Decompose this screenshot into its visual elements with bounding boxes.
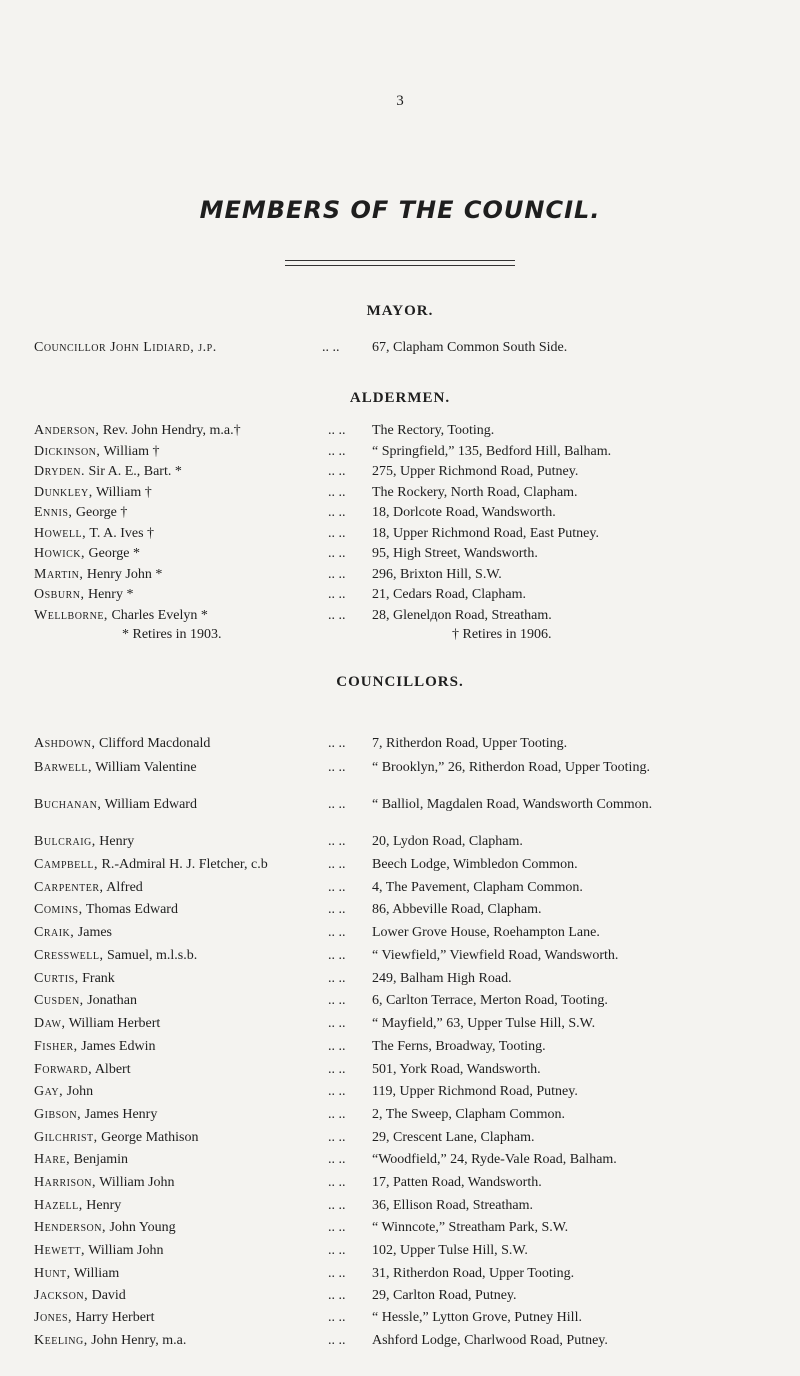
member-name [34, 1016, 160, 1032]
member-address: 17, Patten Road, Wandsworth. [372, 1175, 542, 1190]
member-forenames: David [91, 1288, 126, 1303]
member-address: 18, Dorlcote Road, Wandsworth. [372, 505, 556, 520]
member-forenames: Alfred [106, 880, 143, 895]
member-forenames: William John [99, 1175, 175, 1190]
member-name [34, 587, 133, 603]
member-name [34, 857, 268, 873]
member-name [34, 971, 115, 987]
leader-dots: .. .. [328, 797, 346, 812]
member-surname: Howick, [34, 546, 85, 561]
member-surname: Cusden, [34, 993, 84, 1008]
member-forenames: Clifford Macdonald [99, 736, 211, 751]
leader-dots: .. .. [328, 1198, 346, 1213]
member-name [34, 1198, 121, 1214]
leader-dots: .. .. [328, 505, 346, 520]
mayor-heading: MAYOR. [366, 303, 434, 319]
member-forenames: George † [75, 505, 128, 520]
page-title: MEMBERS OF THE COUNCIL. [199, 196, 601, 224]
member-name [34, 1130, 198, 1146]
member-surname: Hare, [34, 1152, 71, 1167]
leader-dots: .. .. [328, 993, 346, 1008]
member-name [34, 1062, 131, 1078]
page-number: 3 [396, 93, 404, 109]
member-forenames: James [77, 925, 112, 940]
member-surname: Comins, [34, 902, 83, 917]
member-name [34, 567, 162, 583]
member-surname: Forward, [34, 1062, 93, 1077]
leader-dots: .. .. [328, 607, 346, 623]
member-address: 36, Ellison Road, Streatham. [372, 1198, 533, 1213]
note-retires-1903: * Retires in 1903. [122, 627, 222, 642]
member-address: 31, Ritherdon Road, Upper Tooting. [372, 1266, 575, 1281]
leader-dots: .. .. [328, 1266, 346, 1281]
member-address: 2, The Sweep, Clapham Common. [372, 1107, 565, 1122]
member-surname: Campbell, [34, 857, 99, 872]
member-forenames: T. A. Ives † [89, 525, 155, 541]
aldermen-heading: ALDERMEN. [349, 390, 451, 406]
member-surname: Craik, [34, 925, 75, 940]
member-address: Lower Grove House, Roehampton Lane. [372, 925, 600, 940]
member-address: “ Hessle,” Lytton Grove, Putney Hill. [372, 1310, 582, 1325]
member-name [34, 1152, 128, 1168]
member-forenames: Thomas Edward [85, 902, 178, 917]
member-name [34, 760, 197, 776]
leader-dots: .. .. [328, 1310, 346, 1325]
member-surname: Anderson, [34, 423, 100, 438]
note-retires-1906: † Retires in 1906. [452, 627, 552, 642]
member-address: 249, Balham High Road. [372, 971, 512, 986]
member-address: “ Viewfield,” Viewfield Road, Wandsworth. [372, 948, 619, 963]
member-address: 275, Upper Richmond Road, Putney. [372, 464, 579, 479]
member-address: 6, Carlton Terrace, Merton Road, Tooting. [372, 993, 608, 1008]
leader-dots: .. .. [328, 1152, 346, 1167]
member-forenames: Jonathan [87, 993, 137, 1008]
leader-dots: .. .. [328, 925, 346, 940]
leader-dots: .. .. [328, 880, 346, 895]
member-surname: Barwell, [34, 760, 92, 775]
leader-dots: .. .. [328, 1175, 346, 1190]
leader-dots: .. .. [328, 760, 346, 775]
member-address: Beech Lodge, Wimbledon Common. [372, 857, 578, 872]
member-name [34, 1243, 164, 1259]
member-name [34, 464, 182, 480]
member-name [34, 1039, 155, 1055]
member-forenames: William Edward [104, 797, 197, 812]
leader-dots: .. .. [328, 1130, 346, 1145]
leader-dots: .. .. [328, 587, 346, 602]
member-name [34, 880, 143, 896]
leader-dots: .. .. [328, 1288, 346, 1303]
member-forenames: Sir A. E., Bart. * [88, 464, 182, 479]
member-surname: Jackson, [34, 1288, 89, 1303]
member-name [34, 1107, 157, 1123]
member-name [34, 1084, 93, 1100]
member-name [34, 546, 140, 562]
member-name [34, 834, 134, 850]
member-address: 4, The Pavement, Clapham Common. [372, 880, 583, 895]
member-forenames: John [66, 1084, 94, 1099]
member-name [34, 505, 127, 521]
member-address: 95, High Street, Wandsworth. [372, 546, 538, 561]
member-forenames: Harry Herbert [75, 1310, 155, 1325]
member-forenames: Charles Evelyn * [111, 607, 208, 623]
leader-dots: .. .. [328, 1243, 346, 1258]
member-surname: Harrison, [34, 1175, 97, 1190]
member-surname: Gilchrist, [34, 1130, 98, 1145]
member-forenames: Henry John * [86, 566, 163, 582]
member-address: “ Mayfield,” 63, Upper Tulse Hill, S.W. [372, 1016, 596, 1031]
member-surname: Gibson, [34, 1107, 82, 1122]
member-surname: Howell, [34, 525, 87, 541]
member-name [34, 1333, 186, 1349]
member-name [34, 993, 137, 1009]
leader-dots: .. .. [328, 1084, 346, 1099]
mayor-name: Councillor John Lidiard, j.p. [34, 340, 217, 355]
member-name [34, 797, 197, 813]
leader-dots: .. .. [328, 834, 346, 849]
member-address: Ashford Lodge, Charlwood Road, Putney. [372, 1333, 608, 1348]
leader-dots: .. .. [328, 423, 346, 438]
member-address: The Rectory, Tooting. [372, 423, 495, 438]
member-name [34, 608, 208, 624]
mayor-address: 67, Clapham Common South Side. [372, 340, 568, 355]
member-name [34, 1266, 119, 1282]
member-name [34, 1220, 176, 1236]
member-forenames: James Edwin [81, 1039, 156, 1054]
member-forenames: James Henry [84, 1107, 158, 1122]
member-forenames: R.-Admiral H. J. Fletcher, c.b [101, 857, 268, 872]
member-address: 119, Upper Richmond Road, Putney. [372, 1084, 578, 1099]
leader-dots: .. .. [328, 484, 346, 500]
member-forenames: George * [88, 546, 140, 561]
member-name [34, 736, 210, 752]
member-forenames: Samuel, m.l.s.b. [107, 948, 198, 963]
member-address: 18, Upper Richmond Road, East Putney. [372, 525, 599, 541]
member-forenames: William John [88, 1243, 164, 1258]
member-name [34, 1175, 175, 1191]
leader-dots: .. .. [322, 340, 340, 355]
member-address: 28, Glenelдon Road, Streatham. [372, 607, 552, 623]
member-surname: Daw, [34, 1016, 66, 1031]
member-address: The Rockery, North Road, Clapham. [372, 484, 578, 500]
member-surname: Hazell, [34, 1198, 83, 1213]
member-surname: Dickinson, [34, 443, 101, 459]
member-address: “ Brooklyn,” 26, Ritherdon Road, Upper Tooting. [372, 760, 650, 775]
leader-dots: .. .. [328, 857, 346, 872]
member-address: 21, Cedars Road, Clapham. [372, 587, 526, 602]
member-name [34, 1310, 154, 1326]
member-name [34, 526, 154, 542]
member-address: 102, Upper Tulse Hill, S.W. [372, 1243, 528, 1258]
member-name [34, 423, 241, 439]
member-surname: Fisher, [34, 1039, 78, 1054]
member-address: “ Springfield,” 135, Bedford Hill, Balham. [372, 443, 612, 459]
member-address: 7, Ritherdon Road, Upper Tooting. [372, 736, 568, 751]
member-forenames: Albert [94, 1062, 131, 1077]
member-address: The Ferns, Broadway, Tooting. [372, 1039, 546, 1054]
member-address: 29, Carlton Road, Putney. [372, 1288, 517, 1303]
member-address: “ Balliol, Magdalen Road, Wandsworth Common. [372, 797, 653, 812]
leader-dots: .. .. [328, 464, 346, 479]
leader-dots: .. .. [328, 1039, 346, 1054]
member-surname: Ashdown, [34, 736, 96, 751]
member-name [34, 902, 178, 918]
member-forenames: Henry [86, 1198, 122, 1213]
member-address: 29, Crescent Lane, Clapham. [372, 1130, 535, 1145]
member-forenames: John Henry, m.a. [91, 1333, 187, 1348]
member-forenames: Benjamin [73, 1152, 129, 1167]
leader-dots: .. .. [328, 902, 346, 917]
leader-dots: .. .. [328, 736, 346, 751]
member-name [34, 444, 159, 460]
member-address: 296, Brixton Hill, S.W. [372, 566, 502, 582]
leader-dots: .. .. [328, 1016, 346, 1031]
member-forenames: George Mathison [101, 1130, 199, 1145]
leader-dots: .. .. [328, 1062, 346, 1077]
member-surname: Hewett, [34, 1243, 85, 1258]
member-surname: Jones, [34, 1310, 73, 1325]
member-forenames: William † [103, 443, 160, 459]
leader-dots: .. .. [328, 566, 346, 582]
member-surname: Keeling, [34, 1333, 88, 1348]
leader-dots: .. .. [328, 948, 346, 963]
title-double-rule [285, 260, 515, 266]
leader-dots: .. .. [328, 971, 346, 986]
member-surname: Ennis, [34, 505, 73, 520]
leader-dots: .. .. [328, 525, 346, 541]
member-surname: Dunkley, [34, 484, 93, 500]
member-surname: Osburn, [34, 587, 85, 602]
leader-dots: .. .. [328, 1220, 346, 1235]
member-address: 501, York Road, Wandsworth. [372, 1062, 541, 1077]
member-forenames: William [73, 1266, 120, 1281]
member-name [34, 948, 197, 964]
member-forenames: William † [95, 484, 152, 500]
member-surname: Henderson, [34, 1220, 106, 1235]
member-forenames: Frank [82, 971, 115, 986]
member-forenames: Rev. John Hendry, m.a.† [102, 423, 241, 438]
leader-dots: .. .. [328, 1107, 346, 1122]
member-surname: Gay, [34, 1084, 64, 1099]
member-forenames: William Valentine [95, 760, 197, 775]
member-name [34, 1288, 126, 1304]
member-surname: Hunt, [34, 1266, 71, 1281]
member-name [34, 485, 152, 501]
leader-dots: .. .. [328, 1333, 346, 1348]
member-forenames: William Herbert [68, 1016, 161, 1031]
member-surname: Cresswell, [34, 948, 104, 963]
member-address: “ Winncote,” Streatham Park, S.W. [372, 1220, 569, 1235]
member-forenames: John Young [109, 1220, 176, 1235]
member-surname: Curtis, [34, 971, 79, 986]
member-forenames: Henry [99, 834, 135, 849]
leader-dots: .. .. [328, 546, 346, 561]
leader-dots: .. .. [328, 443, 346, 459]
member-surname: Dryden. [34, 464, 86, 479]
member-surname: Wellborne, [34, 607, 108, 623]
member-address: 86, Abbeville Road, Clapham. [372, 902, 542, 917]
member-address: “Woodfield,” 24, Ryde-Vale Road, Balham. [372, 1152, 617, 1167]
councillors-heading: COUNCILLORS. [336, 674, 464, 690]
member-address: 20, Lydon Road, Clapham. [372, 834, 523, 849]
member-name [34, 925, 112, 941]
member-forenames: Henry * [87, 587, 134, 602]
member-surname: Carpenter, [34, 880, 104, 895]
member-surname: Buchanan, [34, 797, 102, 812]
member-surname: Martin, [34, 566, 84, 582]
member-surname: Bulcraig, [34, 834, 96, 849]
